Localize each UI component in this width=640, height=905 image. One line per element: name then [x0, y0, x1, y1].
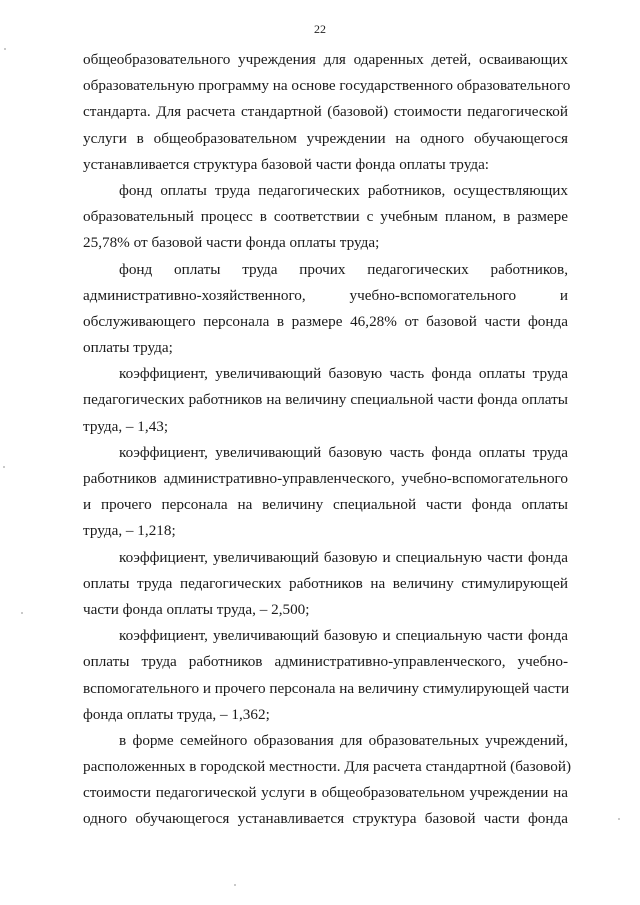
text-line: одного обучающегося устанавливается структура базовой части фонда — [83, 810, 568, 828]
text-line: обслуживающего персонала в размере 46,28% от базовой части фонда — [83, 312, 568, 330]
text-line: труда, – 1,218; — [83, 522, 176, 540]
text-line: в форме семейного образования для образовательных учреждений, — [119, 731, 568, 749]
text-line: коэффициент, увеличивающий базовую и специальную части фонда — [119, 548, 568, 566]
text-line: общеобразовательного учреждения для одаренных детей, осваивающих — [83, 51, 568, 68]
text-line: услуги в общеобразовательном учреждении на одного обучающегося — [83, 129, 568, 147]
body-text — [83, 47, 572, 833]
scan-speck — [234, 884, 236, 886]
scan-speck — [618, 818, 620, 820]
text-line: стандарта. Для расчета стандартной (базовой) стоимости педагогической — [83, 103, 568, 121]
text-line: вспомогательного и прочего персонала на величину стимулирующей части — [83, 679, 570, 697]
text-line: административно-хозяйственного, учебно-вспомогательного и — [83, 286, 568, 304]
text-line: образовательную программу на основе государственного образовательного — [83, 77, 571, 95]
text-line: расположенных в городской местности. Для расчета стандартной (базовой) — [83, 758, 572, 776]
text-line: части фонда оплаты труда, – 2,500; — [83, 600, 310, 618]
text-line: фонда оплаты труда, – 1,362; — [83, 705, 270, 723]
text-line: коэффициент, увеличивающий базовую часть фонда оплаты труда — [119, 443, 568, 461]
page-number: 22 — [314, 22, 326, 36]
text-line: оплаты труда педагогических работников на величину стимулирующей — [83, 574, 568, 592]
text-line: 25,78% от базовой части фонда оплаты труда; — [83, 234, 380, 252]
text-line: оплаты труда; — [83, 339, 173, 357]
text-line: стоимости педагогической услуги в общеобразовательном учреждении на — [83, 784, 568, 802]
text-line: и прочего персонала на величину специальной части фонда оплаты — [83, 496, 568, 514]
text-line: коэффициент, увеличивающий базовую и специальную части фонда — [119, 627, 568, 645]
text-line: фонд оплаты труда педагогических работников, осуществляющих — [119, 181, 568, 199]
text-line: коэффициент, увеличивающий базовую часть фонда оплаты труда — [119, 365, 568, 383]
text-line: педагогических работников на величину специальной части фонда оплаты — [83, 391, 568, 409]
text-line: труда, – 1,43; — [83, 417, 169, 435]
scan-speck — [21, 612, 23, 614]
text-line: работников административно-управленческого, учебно-вспомогательного — [83, 470, 568, 487]
text-line: фонд оплаты труда прочих педагогических работников, — [119, 260, 568, 278]
text-line: оплаты труда работников административно-управленческого, учебно- — [83, 653, 568, 671]
scan-speck — [4, 48, 6, 50]
text-line: образовательный процесс в соответствии с учебным планом, в размере — [83, 208, 568, 226]
text-line: устанавливается структура базовой части фонда оплаты труда: — [83, 155, 490, 173]
scan-speck — [3, 466, 5, 468]
